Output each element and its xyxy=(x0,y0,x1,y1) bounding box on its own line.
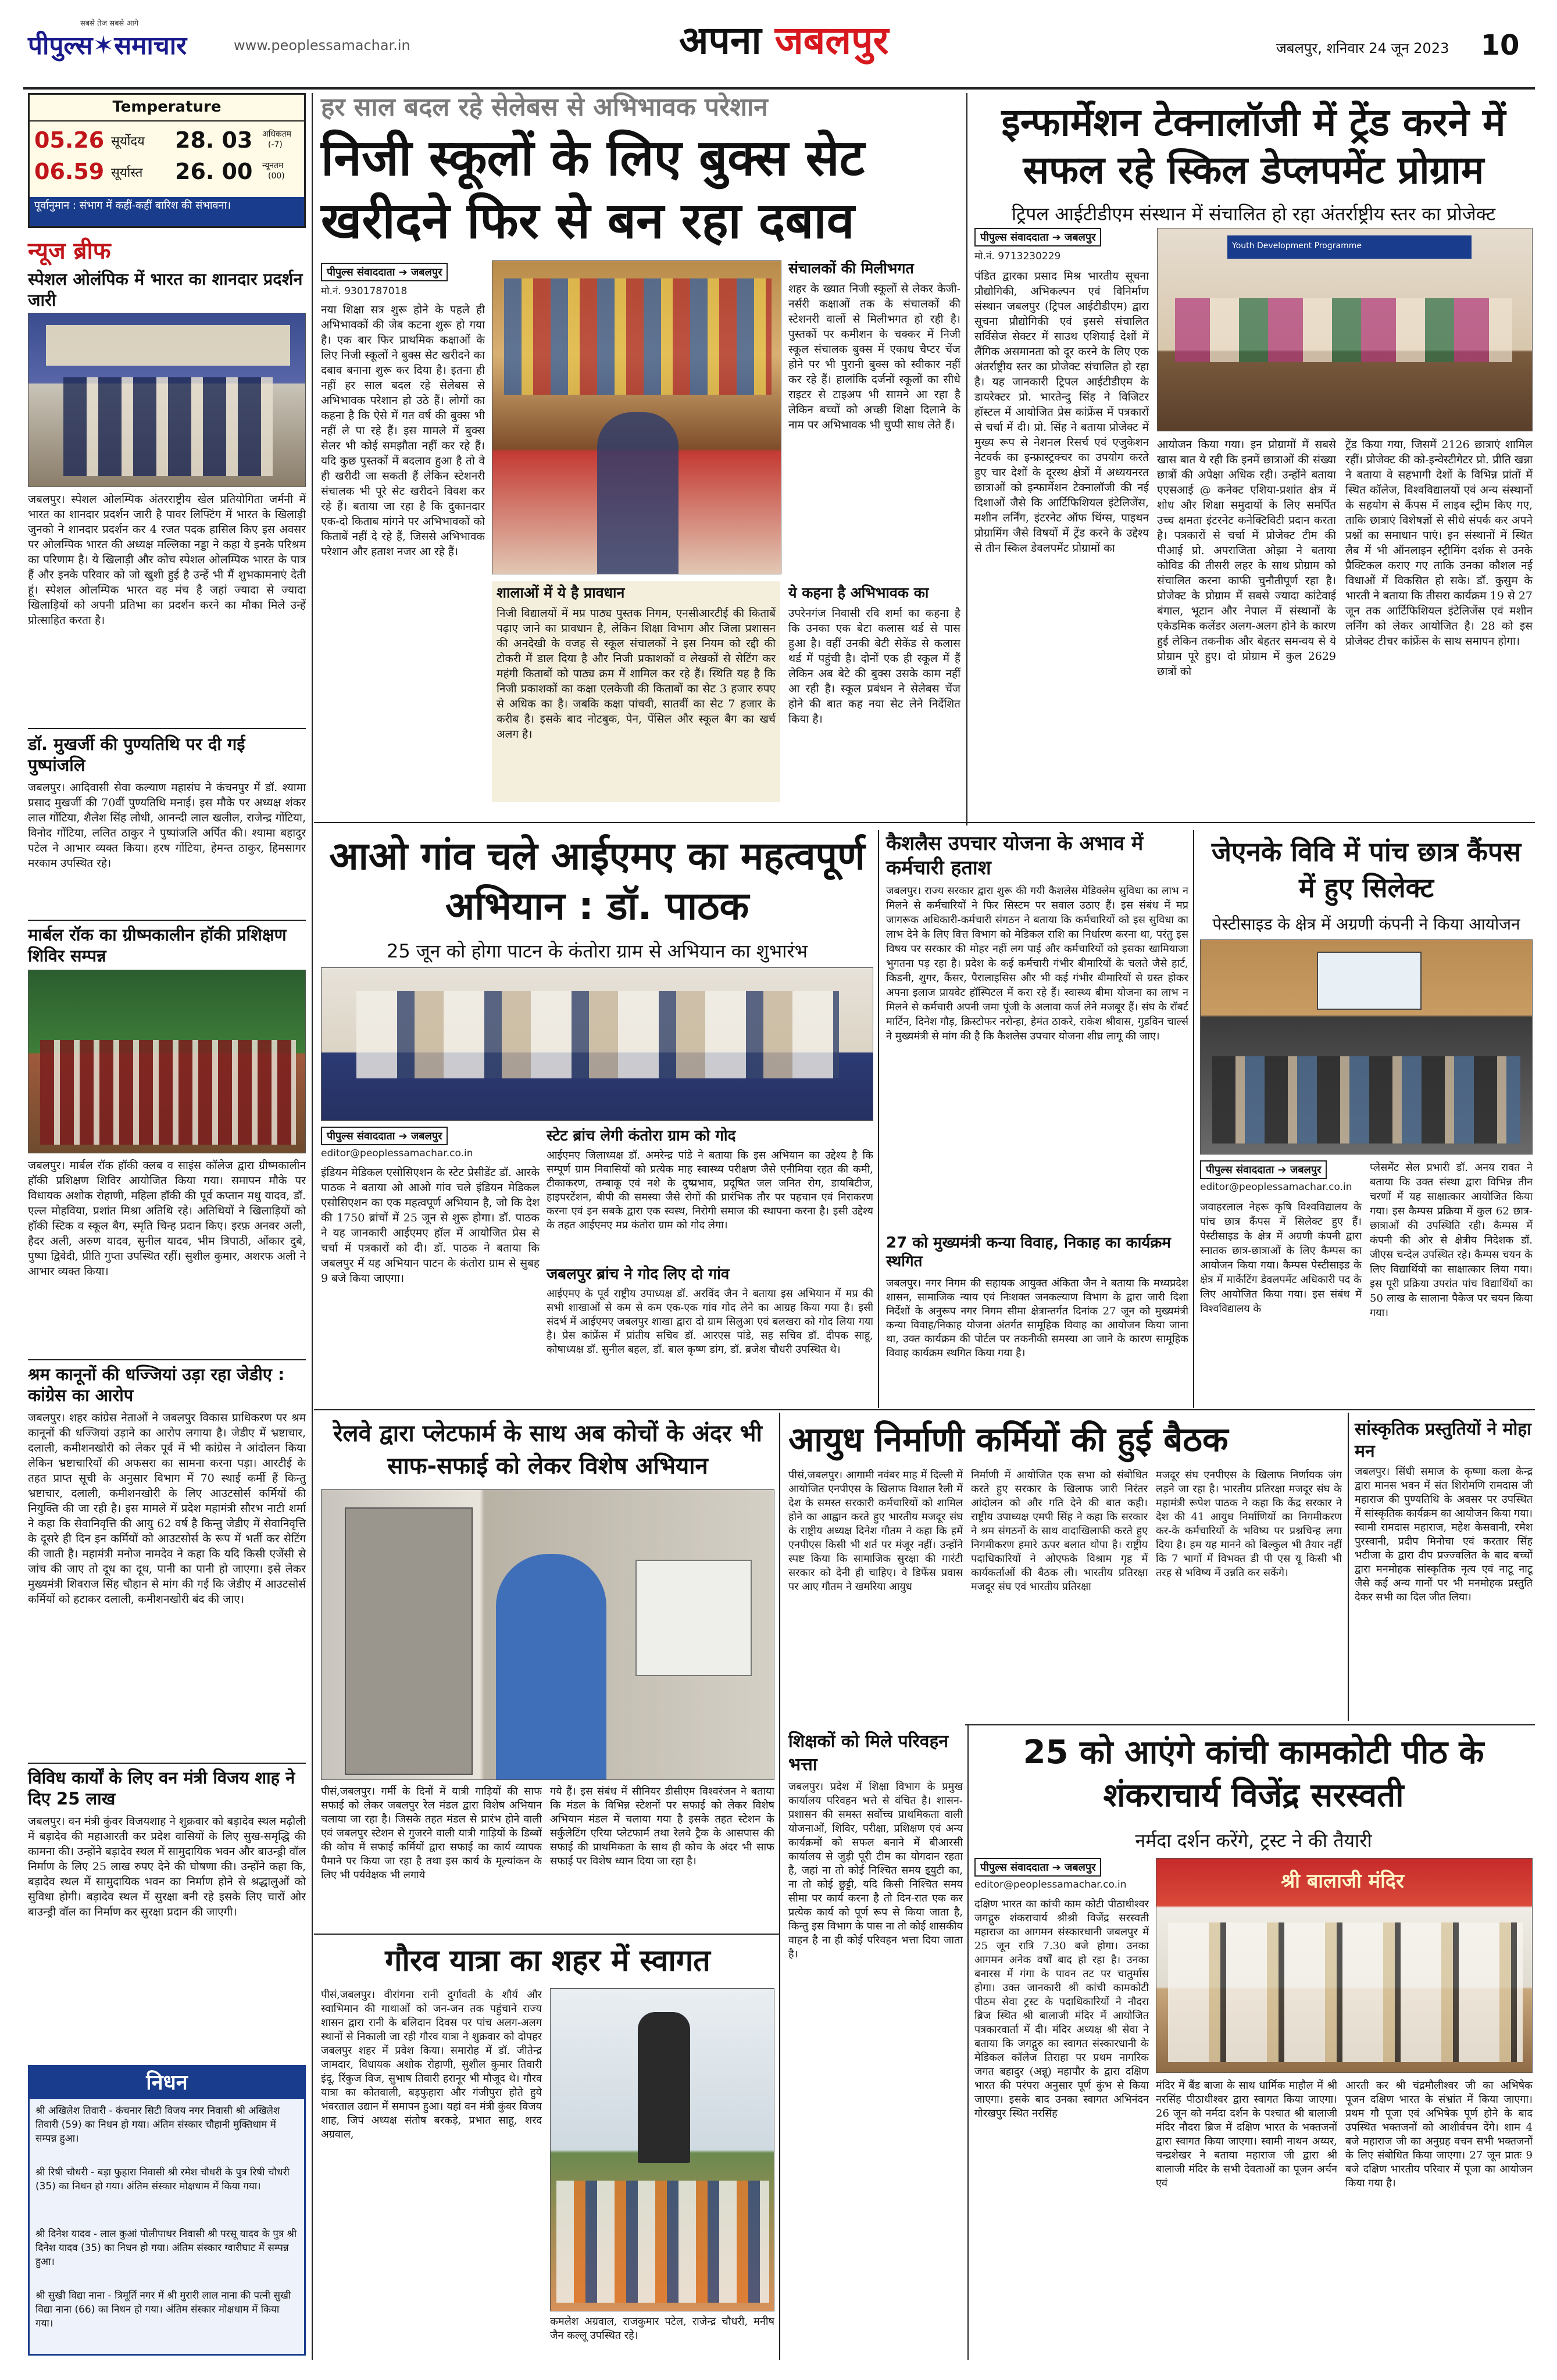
brief-headline-3: मार्बल रॉक का ग्रीष्मकालीन हॉकी प्रशिक्षण शिविर सम्पन्न xyxy=(28,925,287,966)
section-title-b: जबलपुर xyxy=(774,18,889,63)
story1-kicker: हर साल बदल रहे सेलेबस से अभिभावक परेशान xyxy=(321,92,768,122)
story10-text: जबलपुर। प्रदेश में शिक्षा विभाग के प्रमुख कार्यालय परिवहन भत्ते से वंचित है। शासन-प्रशासन की समस्त सर्वोच्च प्राथमिकता वाली योजनाओं, शिविर, परीक्षा, प्रशिक्षण एवं अन्य कार्यक्रमों को सफल बनाने में बीआरसी कार्यालय से जुड़ी पूरी टीम का योगदान रहता है, जहां ना तो कोई निश्चित समय इ्युटी का, ना तो कोई छुट्टी, यदि किसी निश्चित समय सीमा पर कार्य करना है तो दिन-रात एक कर प्रत्येक कार्य को पूर्ण रूप से किया जाता है, किन्तु इस विभाग के पास ना तो कोई शासकीय वाहन है ना ही कोई परिवहन भत्ता दिया जाता है। xyxy=(788,1781,963,1960)
brief-text-3: जबलपुर। मार्बल रॉक हॉकी क्लब व साइंस कॉलेज द्वारा ग्रीष्मकालीन हॉकी प्रशिक्षण शिविर आयोजित किया गया। समापन मौके पर विधायक अशोक रोहाणी, महिला हॉकी की पूर्व कप्तान मधु यादव, डॉ. एल्ल मोहविया, प्रशांत मिश्रा अतिथि रहे। अतिथियों ने खिलाड़ियों को हॉकी स्टिक व स्कूल बैग, स्मृति चिन्ह प्रदान किए। इरफ़ अनवर अली, हैदर अली, अरुण यादव, सुनील यादव, भीम त्रिपाठी, ओंकार दुबे, पुष्पा द्विवेदी, प्रीति गुप्ता उपस्थित रहीं। सुशील कुमार, अशरफ अली ने आभार व्यक्त किया। xyxy=(28,1159,306,1278)
story1-box2-text: निजी विद्यालयों में मप्र पाठ्य पुस्तक निगम, एनसीआरटीई की किताबें पढ़ाए जाने का प्रावधान है, लेकिन शिक्षा विभाग और जिला प्रशासन की अनदेखी के वजह से स्कूल संचालकों ने इस नियम को रद्दी की टोकरी में डाल दिया है और निजी प्रकाशकों व लेखकों से सेटिंग कर महंगी किताबों को पाठ्य क्रम में शामिल कर रहे हैं। स्थिति यह है कि निजी प्रकाशकों का कक्षा एलकेजी की किताबों का सेट 3 हजार रुपए से अधिक का है। जबकि कक्षा पांचवी, सातवीं का सेट 7 हजार के करीब है। इसके बाद नोटबुक, पेन, पेंसिल और स्कूल बैग का खर्च अलग है। xyxy=(497,607,776,741)
iiitdm-banner: Youth Development Programme xyxy=(1227,235,1472,259)
customer-figure-icon xyxy=(597,412,678,574)
brief-rule-2 xyxy=(28,920,306,921)
story7-caption: कमलेश अग्रवाल, राजकुमार पटेल, राजेन्द्र चौधरी, मनीष जैन कल्लू उपस्थित रहे। xyxy=(550,2315,774,2342)
nidhan-item-2: श्री रिषी चौधरी - बड़ा फुहारा निवासी श्री रमेश चौधरी के पुत्र रिषी चौधरी (35) का निधन हो गया। अंतिम संस्कार मोक्षधाम में किया गया। xyxy=(35,2167,290,2192)
balaji-temple-photo xyxy=(1156,1858,1533,2073)
story10-headline: शिक्षकों को मिले परिवहन भत्ता xyxy=(788,1731,949,1775)
story1-box3 xyxy=(788,581,960,802)
story1-box2-heading: शालाओं में ये है प्रावधान xyxy=(497,584,625,601)
lower-rule-1 xyxy=(779,1413,780,2360)
brief-text-1: जबलपुर। स्पेशल ओलम्पिक अंतरराष्ट्रीय खेल प्रतियोगिता जर्मनी में भारत का शानदार प्रदर्शन जारी है पावर लिफ्टिंग में भारत के खिलाड़ी जुनको ने शानदार प्रदर्शन कर 4 रजत पदक हासिल किए इस अवसर पर ओलम्पिक भारत की अध्यक्ष मल्लिका नड्डा ने कहा ये इनके परिश्रम का परिणाम है। ये खिलाड़ी और कोच स्पेशल ओलम्पिक भारत के पात्र हैं और इनके परिवार को जो खुशी हुई है उन्हें भी मैं शुभकामनाएं देती हूं। स्पेशल ओलम्पिक भारत वह मंच है जहां ज्यादा से ज्यादा खिलाड़ियों को अपनी प्रतिभा का प्रदर्शन करने का मौका मिले उन्हें प्रोत्साहित करता है। xyxy=(28,493,306,627)
story5-byline: पीपुल्स संवाददाता ➔ जबलपुर xyxy=(1200,1160,1327,1179)
min-temp: 26. 00 xyxy=(175,159,253,184)
story1-box3-text: उपरेनगंज निवासी रवि शर्मा का कहना है कि उनका एक बेटा कलास थर्ड से पास हुआ है। वहीं उनकी बेटी सेकेंड से कलास थर्ड में पहुंची है। दोनों एक ही स्कूल में हैं लेकिन अब बेटे की बुक्स उसके काम नहीं आ रही है। स्कूल प्रबंधन ने सेलेबस चेंज होने की बात कह नया सेट लेने निर्देशित किया है। xyxy=(788,607,960,726)
mid-rule-2 xyxy=(1193,830,1194,1408)
story11-byline: पीपुल्स संवाददाता ➔ जबलपुर xyxy=(974,1858,1101,1877)
story8-rule xyxy=(965,1724,1535,1725)
story8-text-3: मजदूर संघ एनपीएस के खिलाफ निर्णायक जंग लड़ने जा रहा है। भारतीय प्रतिरक्षा मजदूर संघ के महामंत्री रूपेश पाठक ने कहा कि केंद्र सरकार ने देश की 41 आयुध निर्माणियों का निगमीकरण कर-के कर्मचारियों के भविष्य पर प्रश्नचिन्ह लगा दिया है। हम यह मानने को बिल्कुल भी तैयार नहीं कि 7 भागों में विभक्त डी पी एस यू किसी भी तरह से भविष्य में उन्नति कर सकेंगे। xyxy=(1156,1469,1342,1579)
brief-headline-1: स्पेशल ओलंपिक में भारत का शानदार प्रदर्शन जारी xyxy=(28,269,303,310)
story4-headline-2: 27 को मुख्यमंत्री कन्या विवाह, निकाह का कार्यक्रम स्थगित xyxy=(886,1234,1171,1270)
crowd-icon xyxy=(556,2181,769,2303)
brief-rule-4 xyxy=(28,1763,306,1764)
brief-rule-3 xyxy=(28,1359,306,1360)
story2-mobile: मो.नं. 9713230229 xyxy=(974,251,1061,262)
doctors-panel-icon xyxy=(356,991,839,1078)
story8-text-2: निर्माणी में आयोजित एक सभा को संबोधित करते हुए सरकार के खिलाफ जारी निरंतर आंदोलन को और गति देने की बात कही। राष्ट्रीय उपाध्यक्ष एमपी सिंह ने कहा कि सरकार ने श्रम संगठनों के साथ वादाखिलाफी करते हुए निगमीकरण हमारे ऊपर बलात थोपा है। राष्ट्रीय पदाधिकारियों ने ओएफके विश्राम गृह में कार्यकर्ताओं की बैठक ली। भारतीय प्रतिरक्षा मजदूर संघ एवं भारतीय प्रतिरक्षा xyxy=(971,1469,1148,1593)
story1-box1-heading: संचालकों की मिलीभगत xyxy=(788,260,914,277)
min-label: न्यूनतम xyxy=(262,161,284,170)
statue-icon xyxy=(638,2012,690,2163)
projector-screen-icon xyxy=(1317,952,1422,1010)
story5-subhead: पेस्टीसाइड के क्षेत्र में अग्रणी कंपनी ने किया आयोजन xyxy=(1212,914,1520,934)
statue-photo xyxy=(550,1988,774,2311)
story1-byline: पीपुल्स संवाददाता ➔ जबलपुर xyxy=(321,263,448,281)
story6-text-2: गये हैं। इस संबंध में सीनियर डीसीएम विश्वरंजन ने बताया कि मंडल के विभिन्न स्टेशनों पर सफाई को लेकर विशेष अभियान मंडल में चलाया गया है इसके तहत स्टेशन के सर्कुलेटिंग एरिया प्लेटफार्म तथा रेलवे ट्रैक के आसपास की सफाई की प्राथमिकता के साथ ही कोच के अंदर भी साफ सफाई पर विशेष ध्यान दिया जा रहा है। xyxy=(550,1785,774,1867)
story4-headline: कैशलैस उपचार योजना के अभाव में कर्मचारी हताश xyxy=(886,832,1144,880)
story1-text: नया शिक्षा सत्र शुरू होने के पहले ही अभिभावकों की जेब कटना शुरू हो गया है। एक बार फिर प्राथमिक कक्षाओं के लिए निजी स्कूलों ने बुक्स सेट खरीदने का दबाव बनाना शुरू कर दिया है। इतना ही नहीं हर साल बदल रहे सेलेबस से अभिभावक परेशान हो उठे हैं। लोगों का कहना है कि ऐसे में गत वर्ष की बुक्स भी नहीं ले पा रहे हैं। इस मामले में बुक्स सेलर भी कोई समझौता नहीं कर रहे हैं। यदि कुछ पुस्तकों में बदलाव हुआ है तो वे ही खरीदी जा सकती हैं लेकिन स्टेशनरी संचालक भी पूरे सेट खरीदने विवश कर रहे हैं। बताया जा रहा है कि दुकानदार एक-दो किताब मांगने पर अभिभावकों को किताबें नहीं दे रहे हैं, जिससे अभिभावक परेशान और हताश नजर आ रहे हैं। xyxy=(321,303,485,558)
story1-box3-heading: ये कहना है अभिभावक का xyxy=(788,584,929,601)
ima-press-photo xyxy=(321,967,873,1121)
hockey-photo xyxy=(28,970,306,1153)
story6-rule xyxy=(314,1934,779,1935)
story3-subhead: 25 जून को होगा पाटन के कंतोरा ग्राम से अभियान का शुभारंभ xyxy=(387,940,808,962)
story1-box2 xyxy=(492,581,780,802)
washbasin-icon xyxy=(635,1560,752,1676)
story1-box1-text: शहर के ख्यात निजी स्कूलों से लेकर केजी-नर्सरी कक्षाओं तक के संचालकों की स्टेशनरी वालों से मिलीभगत हो रही है। पुस्तकों पर कमीशन के चक्कर में निजी स्कूल संचालक बुक्स में एकाध चैप्टर चेंज होने पर भी पुरानी बुक्स को स्वीकार नहीं कर रहे हैं। हालांकि दर्जनों स्कूलों का सीधे राइटर से टाइअप भी सामने आ रहा है लेकिन बच्चों को अच्छी शिक्षा दिलाने के नाम पर अभिभावक भी चुप्पी साध लेते हैं। xyxy=(788,283,960,431)
hockey-team-icon xyxy=(40,1040,296,1145)
story6-headline: रेलवे द्वारा प्लेटफार्म के साथ अब कोचों के अंदर भी साफ-सफाई को लेकर विशेष अभियान xyxy=(333,1420,762,1480)
story3-box2-text: आईएमए के पूर्व राष्ट्रीय उपाध्यक्ष डॉ. अरविंद जैन ने बताया इस अभियान में मप्र की सभी शाखाओं से कम से कम एक-एक गांव गोद लेने का आग्रह किया गया है। इसी संदर्भ में आईएमए जबलपुर शाखा द्वारा दो ग्राम सिलुआ एवं बलखरा को गोद लिया गया है। प्रेस कांफ्रेंस में प्रांतीय सचिव डॉ. आरएस पांडे, सह सचिव डॉ. दीपक साहू, कोषाध्यक्ष डॉ. सुनील बहल, डॉ. बाल कृष्ण डांग, डॉ. ब्रजेश चौधरी उपस्थित थे। xyxy=(547,1288,873,1356)
masthead-logo[interactable] xyxy=(28,19,231,63)
max-temp: 28. 03 xyxy=(175,127,253,153)
inspector-figure-icon xyxy=(496,1554,606,1780)
story4-text-2: जबलपुर। नगर निगम की सहायक आयुक्त अंकिता जैन ने बताया कि मध्यप्रदेश शासन, सामाजिक न्याय एवं निःशक्त जनकल्याण विभाग के द्वारा जारी दिशा निर्देशों के अनुरूप नगर निगम सीमा क्षेत्रान्तर्गत दिनांक 27 जून को मुख्यमंत्री कन्या विवाह/निकाह योजना अंतर्गत सामूहिक विवाह का आयोजन किया जाना था, उक्त कार्यक्रम की पोर्टल पर तकनीकी समस्या आ जाने के कारण सामूहिक विवाह कार्यक्रम स्थगित किया गया है। xyxy=(886,1277,1188,1359)
max-delta: (-7) xyxy=(268,140,283,149)
story3-headline: आओ गांव चले आईएमए का महत्वपूर्ण अभियान : डॉ. पाठक xyxy=(329,834,865,928)
tagline: सबसे तेज सबसे आगे xyxy=(80,19,139,28)
story4-text: जबलपुर। राज्य सरकार द्वारा शुरू की गयी कैशलेस मेडिक्लेम सुविधा का लाभ न मिलने से कर्मचारियों ने फिर सिस्टम पर सवाल उठाए हैं। इस संबंध में मप्र जागरूक अधिकारी-कर्मचारी संगठन ने बताया कि कर्मचारियों को इस सुविधा का लाभ देने के लिए वित्त विभाग को मेडिकल राशि का निर्धारण करना था, परंतु इस विषय पर सरकार की मोहर नहीं लग पाई और कर्मचारियों को इसका खामियाजा भुगतना पड़ रहा है। प्रदेश के कई कर्मचारी गंभीर बीमारियों के चलते जैसे हार्ट, किडनी, शुगर, कैंसर, पैरालाइसिस और भी कई गंभीर बीमारियों से ग्रस्त होकर अपना इलाज प्रायवेट हॉस्पिटल में करा रहे हैं। स्वास्थ्य बीमा योजना का लाभ न मिलने से कर्मचारी अपनी जमा पूंजी के अलावा कर्ज लेने मजबूर हैं। संघ के रॉबर्ट मार्टिन, दिनेश गौड़, क्रिस्टोफर नरोन्हा, हेमंत ठाकरे, राकेश श्रीवास, गुडविन चार्ल्स ने मुख्यमंत्री से मांग की है कि कैशलेस उपचार योजना शीघ्र लागू की जाए। xyxy=(886,885,1188,1042)
site-url[interactable]: www.peoplessamachar.in xyxy=(234,37,410,53)
book-shelf-icon xyxy=(504,278,772,395)
story3-email: editor@peoplessamachar.co.in xyxy=(321,1148,473,1159)
story5-email: editor@peoplessamachar.co.in xyxy=(1200,1181,1352,1193)
story7-text: पीसं,जबलपुर। वीरांगना रानी दुर्गावती के शौर्य और स्वाभिमान की गाथाओं को जन-जन तक पहुंचाने राज्य शासन द्वारा रानी के बलिदान दिवस पर पांच अलग-अलग स्थानों से निकाली जा रही गौरव यात्रा ने शुक्रवार को दोपहर जबलपुर शहर में प्रवेश किया। समारोह में डॉ. जीतेन्द्र जामदार, विधायक अशोक रोहाणी, सुशील कुमार तिवारी इंदू, रिंकुज विज, सुभाष तिवारी हरानूर भी मौजूद थे। गौरव यात्रा का कोतवाली, बड़फुहारा और गंजीपुरा होते हुये भंवरताल उद्यान में समापन हुआ। यहां वन मंत्री कुंवर विजय शाह, जिपं अध्यक्ष संतोष बरकड़े, प्रभात साहू, शरद अग्रवाल, xyxy=(321,1989,542,2140)
story5-headline: जेएनके विवि में पांच छात्र कैंपस में हुए सिलेक्ट xyxy=(1211,836,1522,903)
temple-banner: श्री बालाजी मंदिर xyxy=(1281,1870,1404,1893)
min-delta: (00) xyxy=(268,171,285,181)
masthead-rule xyxy=(23,87,1535,90)
story3-byline: पीपुल्स संवाददाता ➔ जबलपुर xyxy=(321,1127,448,1145)
story1-box1 xyxy=(788,260,960,574)
nidhan-item-4: श्री सुखी विद्या नाना - त्रिमूर्ति नगर में श्री मुरारी लाल नाना की पत्नी सुखी विद्या नाना (66) का निधन हो गया। अंतिम संस्कार मोक्षधाम में किया गया। xyxy=(35,2290,291,2329)
story8-text-1: पीसं,जबलपुर। आगामी नवंबर माह में दिल्ली में आयोजित एनपीएस के खिलाफ विशाल रैली में देश के समस्त सरकारी कर्मचारियों को शामिल होने का आह्वान करते हुए भारतीय मजदूर संघ के राष्ट्रीय अध्यक्ष दिनेश गौतम ने कहा कि हमें एनपीएस किसी भी शर्त पर मंजूर नहीं। उन्होंने स्पष्ट किया कि सामाजिक सुरक्षा की गारंटी सरकार को देनी ही चाहिए। वे डिफेंस प्रवास पर आए गौतम ने खमरिया आयुध xyxy=(788,1469,963,1593)
nidhan-item-3: श्री दिनेश यादव - लाल कुआं पोलीपाथर निवासी श्री परसू यादव के पुत्र श्री दिनेश यादव (35) का निधन हो गया। अंतिम संस्कार ग्वारीघाट में सम्पन्न हुआ। xyxy=(35,2228,297,2268)
story8-headline: आयुध निर्माणी कर्मियों की हुई बैठक xyxy=(788,1420,1229,1459)
story3-box2 xyxy=(547,1266,873,1406)
students-icon xyxy=(1212,1056,1520,1143)
masthead xyxy=(0,0,1557,87)
weather-divider xyxy=(30,120,304,121)
weather-title: Temperature xyxy=(112,98,222,116)
story11-subhead: नर्मदा दर्शन करेंगे, ट्रस्ट ने की तैयारी xyxy=(1135,1829,1372,1852)
nidhan-item-1: श्री अखिलेश तिवारी - कंचनार सिटी विजय नगर निवासी श्री अखिलेश तिवारी (59) का निधन हो गया। अंतिम संस्कार चौहानी मुक्तिधाम में सम्पन्न हुआ। xyxy=(35,2105,280,2145)
iiitdm-photo xyxy=(1157,228,1533,431)
sunrise-label: सूर्योदय xyxy=(111,134,145,149)
story11-headline: 25 को आएंगे कांची कामकोटी पीठ के शंकराचार्य विजेंद्र सरस्वती xyxy=(1023,1734,1484,1814)
coach-door-icon xyxy=(345,1507,473,1775)
nidhan-box xyxy=(28,2065,306,2356)
story3-text: इंडियन मेडिकल एसोसिएशन के स्टेट प्रेसीडेंट डॉ. आरके पाठक ने बताया ओ आओ गांव चले इंडियन मेडिकल एसोसिएशन का एक महत्वपूर्ण अभियान है, जो कि देश की 1750 ब्रांचों में 25 जून से शुरू होगा। डॉ. पाठक ने यह जानकारी आईएमए हॉल में आयोजित प्रेस से चर्चा में पत्रकारों को दी। डॉ. पाठक ने बताया कि जबलपुर में यह अभियान पाटन के कंतोरा ग्राम से सुबह 9 बजे किया जाएगा। xyxy=(321,1166,540,1285)
left-column-rule xyxy=(312,93,313,2360)
story6-text-1: पीसं,जबलपुर। गर्मी के दिनों में यात्री गाड़ियों की साफ सफाई को लेकर जबलपुर रेल मंडल द्वारा विशेष अभियान चलाया जा रहा है। जिसके तहत मंडल से प्रारंभ होने वाली एवं जबलपुर स्टेशन से गुजरने वाली यात्री गाड़ियों के डिब्बों की कोच में सफाई कर्मियों द्वारा सफाई का कार्य व्यापक पैमाने पर किया जा रहा है तथा इस कार्य के मूल्यांकन के लिए भी पर्यवेक्षक भी लगाये xyxy=(321,1785,542,1881)
mid-rule-1 xyxy=(878,830,879,1408)
section-title xyxy=(679,13,889,65)
middle-section-rule xyxy=(314,1409,1535,1410)
olympic-photo xyxy=(28,313,306,487)
logo-text: पीपुल्स✶समाचार xyxy=(28,31,187,60)
sunset-label: सूर्यास्त xyxy=(111,166,143,180)
story3-box-heading: स्टेट ब्रांच लेगी कंतोरा ग्राम को गोद xyxy=(547,1127,736,1145)
section-title-a: अपना xyxy=(679,18,762,63)
story9-text: जबलपुर। सिंधी समाज के कृष्णा कला केन्द्र द्वारा मानस भवन में संत शिरोमणि रामदास जी महाराज की पुण्यतिथि के अवसर पर उपस्थित में सांस्कृतिक कार्यक्रम का आयोजन किया गया। स्वामी रामदास महाराज, महेश केसवानी, रमेश पुरस्वानी, प्रदीप मिनोचा एवं करतार सिंह भटीजा के द्वारा दीप प्रज्ज्वलित के बाद बच्चों द्वारा मनमोहक सांस्कृतिक नृत्य एवं नाटू नाटू जैसे कई अन्य गानों पर भी मनमोहक प्रस्तुति देकर सभी का दिल जीत लिया। xyxy=(1355,1466,1533,1603)
story3-box-text: आईएमए जिलाध्यक्ष डॉ. अमरेन्द्र पांडे ने बताया कि इस अभियान का उद्देश्य है कि सम्पूर्ण ग्राम निवासियों को प्रत्येक माह स्वास्थ्य परीक्षण जैसे एनीमिया रहत की कमी, टीकाकरण, तम्बाकू एवं नशे के दुष्प्रभाव, प्रदूषित जल जनित रोग, डायबिटीज, हाइपरटेंशन, बीपी की समस्या जैसे रोगों की प्रारंभिक तौर पर पहचान एवं निराकरण करना एवं इन सबके द्वारा एक स्वस्थ, निरोगी समाज की स्थापना करना है। इसी उद्देश्य के तहत आईएमए मप्र कंतोरा ग्राम को गोद लेगा। xyxy=(547,1149,873,1231)
story2-text-3: ट्रेंड किया गया, जिसमें 2126 छात्राएं शामिल रहीं। प्रोजेक्ट की को-इन्वेस्टीगेटर प्रो. प्रीति खन्ना ने बताया वे सहभागी देशों के विभिन्न प्रांतों में स्थित कॉलेज, विश्वविद्यालयों एवं अन्य संस्थानों के सहयोग से कैंपस में लाइव स्ट्रीम किए गए, ताकि छात्राएं विशेषज्ञों से सीधे संपर्क कर अपने प्रश्नों का समाधान पाएं। इन संस्थानों में स्थित लैब में भी ऑनलाइन स्ट्रीमिंग दर्शक से उनके प्रैक्टिकल कराए गए ताकि उनका कौशल नई विधाओं में विकसित हो सके। डॉ. कुसुम के भारती ने बताया कि तीसरा कार्यक्रम 19 से 27 जून तक आर्टिफिशियल इंटेलिजेंस एवं मशीन लर्निंग को लेकर आयोजित है। 28 को इस प्रोजेक्ट टीचर कांफ्रेंस के साथ समापन होगा। xyxy=(1345,438,1533,648)
story2-headline: इन्फार्मेशन टेक्नालॉजी में ट्रेंड करने में सफल रहे स्किल डेप्लपमेंट प्रोग्राम xyxy=(1001,100,1506,192)
weather-forecast: पूर्वानुमान : संभाग में कहीं-कहीं बारिश की संभावना। xyxy=(30,197,304,226)
story1-headline: निजी स्कूलों के लिए बुक्स सेट खरीदने फिर से बन रहा दबाव xyxy=(321,129,865,250)
lower-rule-2 xyxy=(1348,1413,1349,1721)
brief-headline-2: डॉ. मुखर्जी की पुण्यतिथि पर दी गई पुष्पांजलि xyxy=(28,734,245,775)
brief-text-2: जबलपुर। आदिवासी सेवा कल्याण महासंघ ने कंचनपुर में डॉ. श्यामा प्रसाद मुखर्जी की 70वीं पुण्यतिथि मनाई। इस मौके पर अध्यक्ष शंकर लाल गोंटिया, शैलेश सिंह लोधी, आनन्दी लाल खलील, राजेन्द्र गोंटिया, विनोद गोंटिया, ललित ठाकुर ने पुष्पांजलि अर्पित की। श्यामा बहादुर पटेल ने आभार व्यक्त किया। हरष गोंटिया, हेमन्त ठाकुर, हिमसागर मरकाम उपस्थित रहे। xyxy=(28,781,306,870)
story5-text-1: जवाहरलाल नेहरू कृषि विश्वविद्यालय के पांच छात्र कैंपस में सिलेक्ट हुए हैं। पेस्टीसाइड के क्षेत्र में अग्रणी कंपनी द्वारा स्नातक छात्र-छात्राओं के लिए कैम्पस का आयोजन किया गया। कैम्पस पेस्टीसाइड के क्षेत्र में मार्केटिंग डेवलपमेंट अधिकारी पद के लिए आयोजित किया गया। इस संबंध में विश्वविद्यालय के xyxy=(1200,1201,1362,1315)
olympic-banner-icon xyxy=(46,325,290,366)
brief-text-4: जबलपुर। शहर कांग्रेस नेताओं ने जबलपुर विकास प्राधिकरण पर श्रम कानूनों की धज्जियां उड़ाने का आरोप लगाया है। जेडीए में भ्रष्टाचार, दलाली, कमीशनखोरी को लेकर पूर्व में भी कांग्रेस ने आंदोलन किया लेकिन भ्रष्टाचारियों की अफसरा का सामना करना पड़ा। आरटीई के तहत प्राप्त सूची के अनुसार विभाग में 70 स्थाई कर्मी हैं किन्तु भ्रष्टाचार, दलाली, कमीशनखोरी के लिए आउटसोर्स कर्मियों की नियुक्ति की जा रही है। इस मामले में प्रदेश महामंत्री सौरभ नाटी शर्मा ने कहा कि सेवानिवृत्ति की आयु 62 वर्ष है किन्तु जेडीए में सेवानिवृत्ति के दूसरे ही दिन इन कर्मियों को आउटसोर्स के रूप में भर्ती कर सेटिंग की जाती है। महामंत्री मनोज नामदेव ने कहा कि यदि किसी एजेंसी से जांच की जाए तो दूध का दूध, पानी का पानी हो जाएगा। इसे लेकर मुख्यमंत्री शिवराज सिंह चौहान से मांग की गई कि जेडीए में आउटसोर्स कर्मियों को हटाकर दलाली, कमीशनखोरी बंद की जाए। xyxy=(28,1411,306,1606)
story2-text-2: आयोजन किया गया। इन प्रोग्रामों में सबसे खास बात ये रही कि इनमें छात्राओं की संख्या छात्रों की अपेक्षा अधिक रही। उन्होंने बताया एएसआई @ कनेक्ट एशिया-प्रशांत क्षेत्र में शोध और शिक्षा समुदायों के लिए समर्पित उच्च क्षमता इंटरनेट कनेक्टिविटी प्रदान करता है। पत्रकारों से चर्चा में प्रोजेक्ट टीम की पीआई प्रो. अपराजिता ओझा ने बताया कोविड की तीसरी लहर के साथ प्रोग्राम को संचालित करना काफी चुनौतीपूर्ण रहा है। प्रोजेक्ट के प्रोग्राम में सबसे ज्यादा कांटेवाई बंगाल, भूटान और नेपाल में संस्थानों के एकेडमिक कलेंडर अलग-अलग होने के कारण हुई लेकिन तकनीक और बेहतर समन्वय से ये प्रोग्राम पूरे हुए। दो प्रोग्राम में कुल 2629 छात्रों को xyxy=(1157,438,1336,678)
brief-headline-5: विविध कार्यों के लिए वन मंत्री विजय शाह ने दिए 25 लाख xyxy=(28,1768,295,1809)
page-number: 10 xyxy=(1477,29,1523,70)
story11-text-2: मंदिर में बैंड बाजा के साथ धार्मिक माहौल में श्री नरसिंह पीठाधीश्वर द्वारा स्वागत किया जाएगा। 26 जून को नर्मदा दर्शन के पश्चात श्री बालाजी मंदिर नौदरा ब्रिज में दक्षिण भारत के भक्तजनों द्वारा स्वागत किया जाएगा। स्वामी नाथन अय्यर, चन्द्रशेखर ने बताया महाराज जी द्वारा श्री बालाजी मंदिर के सभी देवताओं का पूजन अर्चन एवं xyxy=(1156,2079,1337,2189)
story3-box2-heading: जबलपुर ब्रांच ने गोद लिए दो गांव xyxy=(547,1266,730,1283)
story11-text-3: आरती कर श्री चंद्रमौलीश्वर जी का अभिषेक पूजन दक्षिण भारत के संभ्रांत में किया जाएगा। प्रथम गौ पूजा एवं अभिषेक पूर्ण होने के बाद उपस्थित भक्तजनों को आशीर्वचन देंगे। शाम 4 बजे महाराज जी का अनुग्रह वचन सभी भक्तजनों के लिए संबोधित किया जाएगा। 27 जून प्रातः 9 बजे दक्षिण भारतीय परिवार में पूजा का आयोजन किया गया है। xyxy=(1345,2079,1533,2189)
sunset-time: 06.59 xyxy=(34,159,105,184)
news-brief-label: न्यूज ब्रीफ xyxy=(28,238,111,265)
panelists-icon xyxy=(1175,298,1512,362)
dateline: जबलपुर, शनिवार 24 जून 2023 xyxy=(1276,40,1449,56)
story5-text-2: प्लेसमेंट सेल प्रभारी डॉ. अनय रावत ने बताया कि उक्त संस्था द्वारा विभिन्न तीन चरणों में यह साक्षात्कार आयोजित किया गया। इस कैम्पस प्रक्रिया में कुल 62 छात्र-छात्राओं की उपस्थिति रही। कैम्पस में कंपनी की ओर से क्षेत्रीय निदेशक डॉ. जीएस चन्देल उपस्थित रहे। कैम्पस चयन के लिए विद्यार्थियों का साक्षात्कार लिया गया। इस पूरी प्रक्रिया उपरांत पांच विद्यार्थियों का 50 लाख के सालाना पैकेज पर चयन किया गया। xyxy=(1370,1162,1533,1319)
story2-subhead: ट्रिपल आईटीडीएम संस्थान में संचालित हो रहा अंतर्राष्ट्रीय स्तर का प्रोजेक्ट xyxy=(1011,203,1496,225)
story7-headline: गौरव यात्रा का शहर में स्वागत xyxy=(385,1943,710,1978)
lower-rule-3 xyxy=(967,1724,969,2360)
story3-box xyxy=(547,1128,873,1263)
train-coach-photo xyxy=(321,1489,774,1780)
athlete-figures-icon xyxy=(63,377,273,476)
sunrise-time: 05.26 xyxy=(34,127,105,153)
story2-byline: पीपुल्स संवाददाता ➔ जबलपुर xyxy=(974,228,1101,246)
center-rule xyxy=(966,93,967,826)
brief-text-5: जबलपुर। वन मंत्री कुंवर विजयशाह ने शुक्रवार को बड़ादेव स्थल मढ़ौली में बड़ादेव की महाआरती कर प्रदेश वासियों के लिए सुख-समृद्धि की कामना की। उन्होंने बड़ादेव स्थल में सामुदायिक भवन और बाउन्ड्री वॉल निर्माण के लिए 25 लाख रुपए देने की घोषणा की। उन्होंने कहा कि, बड़ादेव स्थल में सामुदायिक भवन का निर्माण होने से श्रद्धालुओं को सुविधा होगी। बड़ादेव स्थल में सुरक्षा बनी रहे इसके लिए चारों ओर बाउन्ड्री वॉल का निर्माण कर सुरक्षा प्रदान की जाएगी। xyxy=(28,1815,306,1918)
story2-text-1: पंडित द्वारका प्रसाद मिश्र भारतीय सूचना प्रौद्योगिकी, अभिकल्पन एवं विनिर्माण संस्थान जबलपुर (ट्रिपल आईटीडीएम) द्वारा सूचना प्रौद्योगिकी एवं इससे संचालित सर्विसेज सेक्टर में साउथ एशियाई देशों में लैंगिक असमानता को दूर करने के लिए एक अंतर्राष्ट्रीय स्तर का प्रोजेक्ट संचालित हो रहा है। यह जानकारी ट्रिपल आईटीडीएम के डायरेक्टर प्रो. भारतेन्दु सिंह ने विजिटर हॉस्टल में आयोजित प्रेस कांफ्रेंस में पत्रकारों से चर्चा में दी। प्रो. सिंह ने बताया प्रोजेक्ट में मुख्य रूप से नेशनल रिसर्च एवं एजुकेशन नेटवर्क का इन्फ्रास्ट्रक्चर का उपयोग करते हुए चार देशों के दूरस्थ क्षेत्रों में अध्ययनरत छात्राओं को इन्फार्मेशन टेक्नालॉजी की नई दिशाओं जैसे कि आर्टिफिशियल इंटेलिजेंस, मशीन लर्निंग, इंटरनेट ऑफ थिंग्स, पाइथन प्रोग्रामिंग जैसे विषयों में ट्रेंड करने के उद्देश्य से तीन स्किल डेवलपमेंट प्रोग्रामों का xyxy=(974,270,1149,555)
story11-text-1: दक्षिण भारत का कांची काम कोटी पीठाधीश्वर जगद्गुरु शंकराचार्य श्रीश्री विजेंद्र सरस्वती महाराज का आगमन संस्कारधानी जबलपुर में 25 जून रात्रि 7.30 बजे होगा। उनका आगमन अनेक वर्षों बाद हो रहा है। उनका बनारस में गंगा के पावन तट पर चातुर्मास होगा। उक्त जानकारी श्री कांची कामकोटी पीठम सेवा ट्रस्ट के पदाधिकारियों ने नौदरा ब्रिज स्थित श्री बालाजी मंदिर में आयोजित पत्रकारवार्ता में दी। मंदिर अध्यक्ष श्री सेवा ने बताया कि जगद्गुरु का स्वागत संस्कारधानी के मेडिकल कॉलेज तिराहा पर प्रथम नागरिक जगत बहादुर (अन्नू) महापौर के द्वारा दक्षिण भारत की परंपरा अनुसार पूर्ण कुंभ से किया जाएगा। इसके बाद उनका स्वागत अभिनंदन गोरखपुर स्थित नरसिंह xyxy=(974,1898,1149,2120)
trustees-icon xyxy=(1168,1922,1523,2062)
story9-headline: सांस्कृतिक प्रस्तुतियों ने मोहा मन xyxy=(1355,1419,1531,1461)
nidhan-title: निधन xyxy=(30,2067,304,2099)
top-section-rule xyxy=(314,822,1535,823)
weather-box xyxy=(28,93,306,228)
brief-headline-4: श्रम कानूनों की धज्जियां उड़ा रहा जेडीए : कांग्रेस का आरोप xyxy=(28,1364,285,1405)
story1-mobile: मो.नं. 9301787018 xyxy=(321,285,408,297)
story11-email: editor@peoplessamachar.co.in xyxy=(974,1879,1127,1891)
campus-selection-photo xyxy=(1200,939,1533,1155)
bookshop-photo xyxy=(492,260,781,574)
max-label: अधिकतम xyxy=(262,130,292,139)
brief-rule-1 xyxy=(28,728,306,729)
